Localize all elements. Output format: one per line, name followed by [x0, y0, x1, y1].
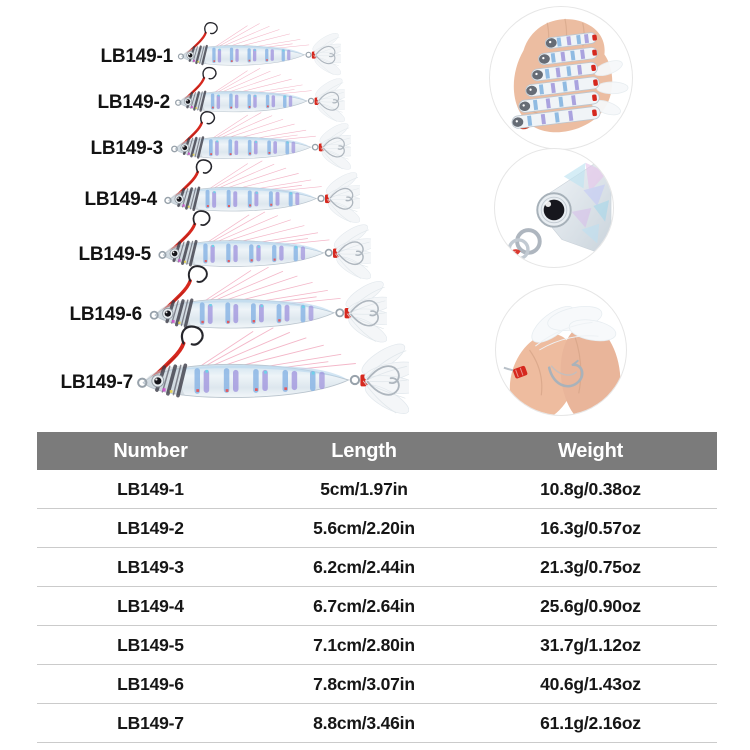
spec-table — [37, 432, 717, 743]
cell-length: 6.7cm/2.64in — [313, 595, 415, 616]
column-header-weight: Weight — [557, 439, 624, 462]
lure-label: LB149-1 — [100, 46, 173, 67]
cell-number: LB149-5 — [117, 634, 184, 655]
table-row — [37, 665, 717, 704]
cell-weight: 21.3g/0.75oz — [540, 556, 641, 577]
table-row — [37, 704, 717, 743]
cell-weight: 40.6g/1.43oz — [540, 673, 641, 694]
lure-label: LB149-6 — [69, 304, 142, 325]
cell-weight: 10.8g/0.38oz — [540, 478, 641, 499]
cell-weight: 61.1g/2.16oz — [540, 712, 641, 733]
cell-number: LB149-4 — [117, 595, 184, 616]
table-header-row — [37, 432, 717, 470]
cell-number: LB149-7 — [117, 712, 184, 733]
cell-weight: 31.7g/1.12oz — [540, 634, 641, 655]
table-row — [37, 548, 717, 587]
column-header-length: Length — [331, 439, 397, 462]
cell-number: LB149-1 — [117, 478, 184, 499]
cell-length: 7.8cm/3.07in — [313, 673, 415, 694]
table-row — [37, 509, 717, 548]
column-header-number: Number — [113, 439, 188, 462]
lure-label: LB149-2 — [97, 92, 170, 113]
cell-length: 7.1cm/2.80in — [313, 634, 415, 655]
cell-length: 5.6cm/2.20in — [313, 517, 415, 538]
lure-label: LB149-7 — [60, 372, 133, 393]
lure-label: LB149-5 — [78, 244, 151, 265]
lure-head-closeup-photo — [494, 148, 614, 268]
lure-label: LB149-4 — [84, 189, 157, 210]
cell-length: 5cm/1.97in — [320, 478, 408, 499]
cell-number: LB149-2 — [117, 517, 184, 538]
jig-lure-image — [134, 324, 409, 425]
lure-label: LB149-3 — [90, 138, 163, 159]
cell-length: 8.8cm/3.46in — [313, 712, 415, 733]
cell-weight: 16.3g/0.57oz — [540, 517, 641, 538]
cell-length: 6.2cm/2.44in — [313, 556, 415, 577]
feather-hook-closeup-photo — [495, 284, 627, 416]
cell-number: LB149-3 — [117, 556, 184, 577]
cell-number: LB149-6 — [117, 673, 184, 694]
cell-weight: 25.6g/0.90oz — [540, 595, 641, 616]
table-row — [37, 626, 717, 665]
table-row — [37, 470, 717, 509]
table-row — [37, 587, 717, 626]
hand-holding-lures-photo — [489, 6, 633, 150]
